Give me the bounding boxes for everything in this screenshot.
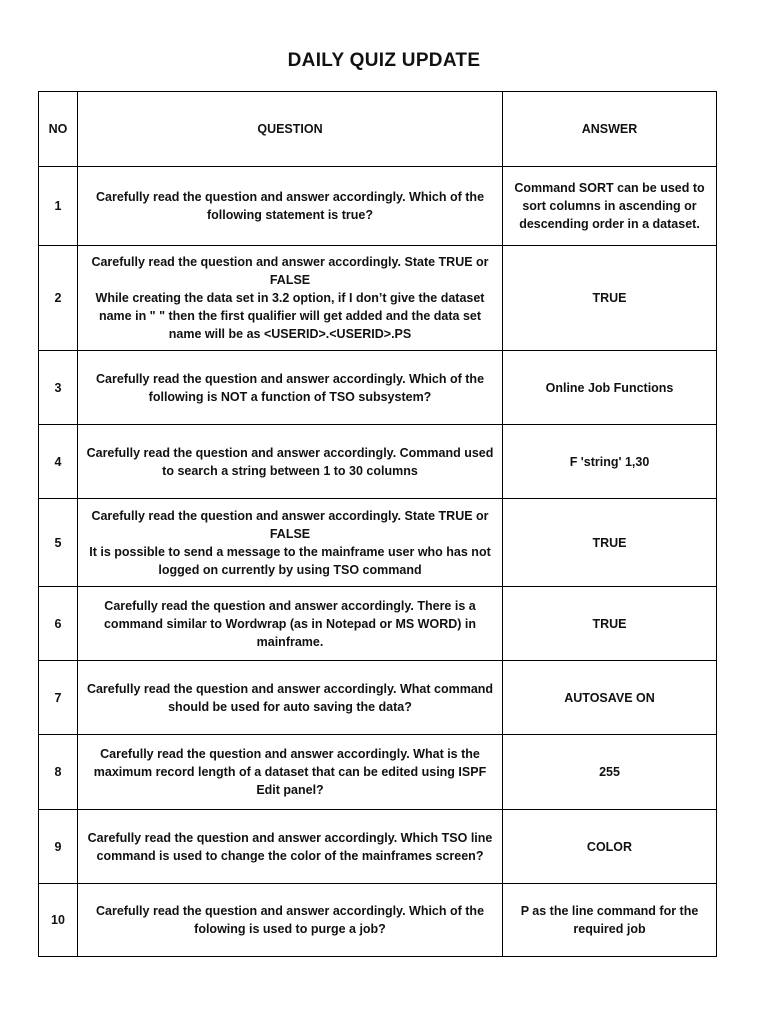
question-text: Carefully read the question and answer accordingly. Which TSO line command is used to change the color of the mainframes screen?	[78, 810, 503, 884]
header-answer: ANSWER	[503, 92, 717, 167]
question-text: Carefully read the question and answer accordingly. Which of the following is NOT a function of TSO subsystem?	[78, 351, 503, 425]
table-header-row	[39, 92, 717, 167]
row-number: 3	[39, 351, 78, 425]
table-row	[39, 810, 717, 884]
answer-text: Command SORT can be used to sort columns in ascending or descending order in a dataset.	[503, 167, 717, 246]
question-text: Carefully read the question and answer accordingly. Which of the folowing is used to purge a job?	[78, 884, 503, 957]
row-number: 10	[39, 884, 78, 957]
table-row	[39, 167, 717, 246]
page-title: DAILY QUIZ UPDATE	[287, 50, 481, 71]
quiz-table	[38, 91, 717, 957]
header-question: QUESTION	[78, 92, 503, 167]
row-number: 5	[39, 499, 78, 587]
table-row	[39, 351, 717, 425]
question-text: Carefully read the question and answer accordingly. State TRUE or FALSE While creating the data set in 3.2 option, if I don’t give the dataset name in " " then the first qualifier will get added and the data set name will be as <USERID>.<USERID>.PS	[78, 246, 503, 351]
row-number: 1	[39, 167, 78, 246]
answer-text: 255	[503, 735, 717, 810]
question-text: Carefully read the question and answer accordingly. Which of the following statement is true?	[78, 167, 503, 246]
answer-text: TRUE	[503, 246, 717, 351]
row-number: 2	[39, 246, 78, 351]
question-text: Carefully read the question and answer accordingly. State TRUE or FALSE It is possible to send a message to the mainframe user who has not logged on currently by using TSO command	[78, 499, 503, 587]
answer-text: AUTOSAVE ON	[503, 661, 717, 735]
row-number: 7	[39, 661, 78, 735]
question-text: Carefully read the question and answer accordingly. Command used to search a string between 1 to 30 columns	[78, 425, 503, 499]
answer-text: TRUE	[503, 499, 717, 587]
table-row	[39, 735, 717, 810]
answer-text: F 'string' 1,30	[503, 425, 717, 499]
row-number: 8	[39, 735, 78, 810]
question-text: Carefully read the question and answer accordingly. What command should be used for auto saving the data?	[78, 661, 503, 735]
answer-text: P as the line command for the required job	[503, 884, 717, 957]
table-row	[39, 246, 717, 351]
answer-text: Online Job Functions	[503, 351, 717, 425]
table-row	[39, 587, 717, 661]
row-number: 9	[39, 810, 78, 884]
header-no: NO	[39, 92, 78, 167]
answer-text: TRUE	[503, 587, 717, 661]
table-row	[39, 661, 717, 735]
table-row	[39, 425, 717, 499]
answer-text: COLOR	[503, 810, 717, 884]
question-text: Carefully read the question and answer accordingly. There is a command similar to Wordwrap (as in Notepad or MS WORD) in mainframe.	[78, 587, 503, 661]
row-number: 4	[39, 425, 78, 499]
question-text: Carefully read the question and answer accordingly. What is the maximum record length of a dataset that can be edited using ISPF Edit panel?	[78, 735, 503, 810]
table-row	[39, 499, 717, 587]
table-row	[39, 884, 717, 957]
row-number: 6	[39, 587, 78, 661]
